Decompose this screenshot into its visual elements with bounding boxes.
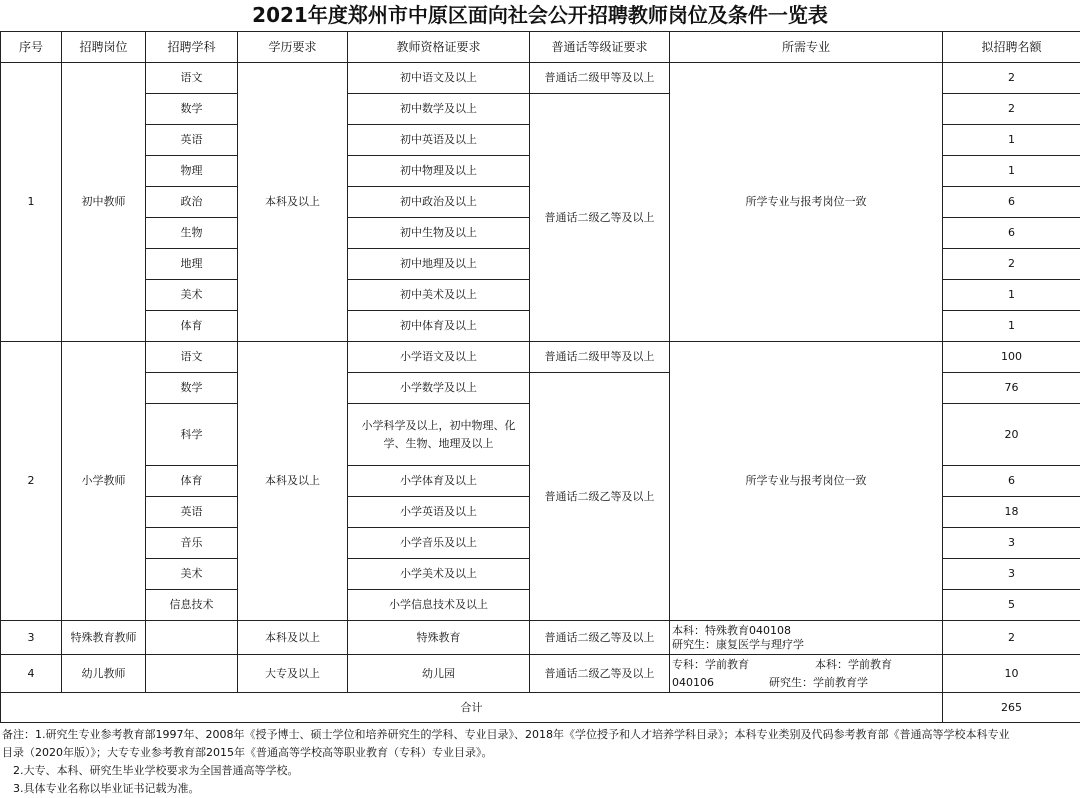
cert-cell: 初中地理及以上 (348, 249, 530, 280)
table-row (1, 342, 1080, 373)
table-row (1, 655, 1080, 693)
table-row (1, 63, 1080, 94)
cert-cell: 小学科学及以上，初中物理、化学、生物、地理及以上 (348, 404, 530, 466)
mandarin-cell: 普通话二级乙等及以上 (530, 655, 670, 693)
page-title: 2021年度郑州市中原区面向社会公开招聘教师岗位及条件一览表 (0, 0, 1080, 31)
note-line: 备注：1.研究生专业参考教育部1997年、2008年《授予博士、硕士学位和培养研究生的学科、专业目录》、2018年《学位授予和人才培养学科目录》；本科专业类别及代码参考教育部《普通高等学校本科专业 (2, 726, 1080, 744)
quota-cell: 1 (943, 311, 1080, 342)
major-line: 本科：特殊教育040108 (672, 624, 940, 638)
subject-cell: 美术 (146, 559, 238, 590)
quota-cell: 5 (943, 590, 1080, 621)
post-cell: 初中教师 (62, 63, 146, 342)
subject-cell: 信息技术 (146, 590, 238, 621)
header-row (1, 32, 1080, 63)
cert-cell: 小学美术及以上 (348, 559, 530, 590)
total-value: 265 (943, 693, 1080, 723)
quota-cell: 1 (943, 156, 1080, 187)
cert-cell: 初中数学及以上 (348, 94, 530, 125)
subject-cell: 英语 (146, 497, 238, 528)
cert-cell: 初中体育及以上 (348, 311, 530, 342)
subject-cell: 生物 (146, 218, 238, 249)
subject-cell: 美术 (146, 280, 238, 311)
note-line: 3.具体专业名称以毕业证书记载为准。 (2, 780, 1080, 798)
header-major: 所需专业 (670, 32, 943, 63)
mandarin-cell: 普通话二级乙等及以上 (530, 373, 670, 621)
quota-cell: 10 (943, 655, 1080, 693)
subject-cell: 英语 (146, 125, 238, 156)
quota-cell: 6 (943, 218, 1080, 249)
mandarin-cell: 普通话二级甲等及以上 (530, 63, 670, 94)
subject-cell: 语文 (146, 63, 238, 94)
subject-cell: 音乐 (146, 528, 238, 559)
header-post: 招聘岗位 (62, 32, 146, 63)
cert-cell: 初中英语及以上 (348, 125, 530, 156)
header-cert: 教师资格证要求 (348, 32, 530, 63)
header-quota: 拟招聘名额 (943, 32, 1080, 63)
edu-cell: 本科及以上 (238, 621, 348, 655)
subject-cell: 科学 (146, 404, 238, 466)
edu-cell: 本科及以上 (238, 63, 348, 342)
notes (0, 726, 1080, 798)
cert-cell: 幼儿园 (348, 655, 530, 693)
major-cell: 所学专业与报考岗位一致 (670, 63, 943, 342)
cert-cell: 小学信息技术及以上 (348, 590, 530, 621)
quota-cell: 20 (943, 404, 1080, 466)
cert-cell: 小学英语及以上 (348, 497, 530, 528)
post-cell: 幼儿教师 (62, 655, 146, 693)
major-cell (670, 655, 943, 693)
major-cell: 所学专业与报考岗位一致 (670, 342, 943, 621)
mandarin-cell: 普通话二级甲等及以上 (530, 342, 670, 373)
cert-cell: 初中美术及以上 (348, 280, 530, 311)
note-line: 2.大专、本科、研究生毕业学校要求为全国普通高等学校。 (2, 762, 1080, 780)
major-cell (670, 621, 943, 655)
recruitment-table (0, 31, 1080, 723)
subject-cell: 语文 (146, 342, 238, 373)
header-subject: 招聘学科 (146, 32, 238, 63)
quota-cell: 3 (943, 559, 1080, 590)
total-label: 合计 (1, 693, 943, 723)
cert-cell: 小学音乐及以上 (348, 528, 530, 559)
edu-cell: 本科及以上 (238, 342, 348, 621)
header-seq: 序号 (1, 32, 62, 63)
mandarin-cell: 普通话二级乙等及以上 (530, 621, 670, 655)
table-row (1, 621, 1080, 655)
quota-cell: 2 (943, 94, 1080, 125)
subject-cell: 地理 (146, 249, 238, 280)
note-line: 目录（2020年版）》；大专专业参考教育部2015年《普通高等学校高等职业教育（专科）专业目录》。 (2, 744, 1080, 762)
cert-cell: 初中政治及以上 (348, 187, 530, 218)
header-edu: 学历要求 (238, 32, 348, 63)
major-line: 研究生：康复医学与理疗学 (672, 638, 940, 652)
quota-cell: 18 (943, 497, 1080, 528)
quota-cell: 76 (943, 373, 1080, 404)
quota-cell: 2 (943, 63, 1080, 94)
cert-cell: 特殊教育 (348, 621, 530, 655)
subject-cell: 体育 (146, 466, 238, 497)
cert-cell: 初中物理及以上 (348, 156, 530, 187)
subject-cell: 数学 (146, 94, 238, 125)
seq-cell: 3 (1, 621, 62, 655)
cert-cell: 小学体育及以上 (348, 466, 530, 497)
subject-cell: 体育 (146, 311, 238, 342)
subject-cell (146, 621, 238, 655)
seq-cell: 1 (1, 63, 62, 342)
quota-cell: 6 (943, 187, 1080, 218)
quota-cell: 1 (943, 125, 1080, 156)
quota-cell: 1 (943, 280, 1080, 311)
post-cell: 小学教师 (62, 342, 146, 621)
cert-cell: 初中生物及以上 (348, 218, 530, 249)
major-line: 专科：学前教育 本科：学前教育 (672, 656, 940, 674)
quota-cell: 2 (943, 249, 1080, 280)
cert-cell: 小学语文及以上 (348, 342, 530, 373)
major-line: 040106 研究生：学前教育学 (672, 674, 940, 692)
seq-cell: 2 (1, 342, 62, 621)
post-cell: 特殊教育教师 (62, 621, 146, 655)
subject-cell: 政治 (146, 187, 238, 218)
cert-cell: 小学数学及以上 (348, 373, 530, 404)
edu-cell: 大专及以上 (238, 655, 348, 693)
subject-cell: 数学 (146, 373, 238, 404)
quota-cell: 2 (943, 621, 1080, 655)
quota-cell: 3 (943, 528, 1080, 559)
header-mandarin: 普通话等级证要求 (530, 32, 670, 63)
subject-cell: 物理 (146, 156, 238, 187)
seq-cell: 4 (1, 655, 62, 693)
quota-cell: 100 (943, 342, 1080, 373)
cert-cell: 初中语文及以上 (348, 63, 530, 94)
mandarin-cell: 普通话二级乙等及以上 (530, 94, 670, 342)
subject-cell (146, 655, 238, 693)
quota-cell: 6 (943, 466, 1080, 497)
total-row (1, 693, 1080, 723)
